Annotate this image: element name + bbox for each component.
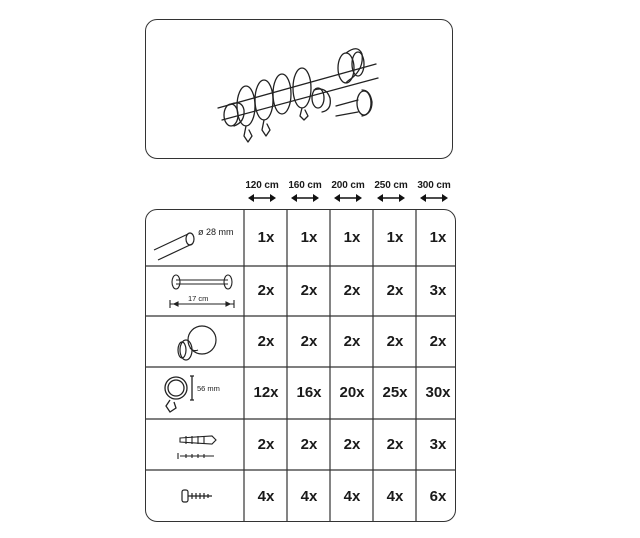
length-label: 300 cm — [417, 180, 451, 191]
length-label: 160 cm — [288, 180, 322, 191]
finial-icon — [174, 322, 224, 364]
quantity-cell: 1x — [386, 229, 404, 246]
length-header — [282, 180, 328, 202]
quantity-cell: 4x — [343, 487, 361, 505]
length-header — [239, 180, 285, 202]
curtain-ring-icon — [154, 370, 244, 416]
double-arrow-icon — [334, 194, 362, 202]
double-arrow-icon — [248, 194, 276, 202]
quantity-cell: 6x — [429, 487, 447, 505]
quantity-cell: 12x — [253, 384, 279, 401]
double-arrow-icon — [420, 194, 448, 202]
quantity-cell: 1x — [257, 229, 275, 246]
double-arrow-icon — [291, 194, 319, 202]
quantity-cell: 4x — [300, 487, 318, 505]
parts-table — [145, 209, 456, 522]
quantity-cell: 16x — [296, 384, 322, 401]
screw-icon — [178, 480, 218, 512]
wall-plug-screw-icon — [172, 426, 232, 466]
quantity-cell: 4x — [386, 487, 404, 505]
product-illustration — [145, 19, 453, 159]
quantity-cell: 30x — [425, 384, 451, 401]
curtain-rod-illustration-icon — [146, 20, 454, 160]
length-label: 120 cm — [245, 180, 279, 191]
bracket-length-label: 17 cm — [188, 294, 209, 303]
quantity-cell: 1x — [343, 229, 361, 246]
ring-size-label: 56 mm — [197, 384, 220, 393]
quantity-cell: 25x — [382, 384, 408, 401]
length-header — [368, 180, 414, 202]
quantity-cell: 2x — [386, 282, 404, 299]
length-header — [411, 180, 457, 202]
quantity-cell: 20x — [339, 384, 365, 401]
quantity-cell: 2x — [343, 332, 361, 350]
length-label: 250 cm — [374, 180, 408, 191]
quantity-cell: 2x — [343, 282, 361, 299]
quantity-cell: 1x — [429, 229, 447, 246]
quantity-cell: 2x — [386, 332, 404, 350]
quantity-cell: 2x — [300, 282, 318, 299]
quantity-cell: 1x — [300, 229, 318, 246]
quantity-cell: 2x — [257, 332, 275, 350]
quantity-cell: 2x — [300, 435, 318, 453]
quantity-cell: 2x — [257, 282, 275, 299]
quantity-cell: 2x — [343, 435, 361, 453]
length-header — [325, 180, 371, 202]
double-arrow-icon — [377, 194, 405, 202]
quantity-cell: 2x — [429, 332, 447, 350]
quantity-cell: 2x — [257, 435, 275, 453]
quantity-cell: 2x — [386, 435, 404, 453]
length-label: 200 cm — [331, 180, 365, 191]
wall-bracket-icon — [162, 272, 240, 312]
rod-diameter-label: ø 28 mm — [198, 227, 234, 237]
quantity-cell: 3x — [429, 282, 447, 299]
quantity-cell: 3x — [429, 435, 447, 453]
quantity-cell: 2x — [300, 332, 318, 350]
quantity-cell: 4x — [257, 487, 275, 505]
curtain-rod-icon — [150, 220, 244, 262]
